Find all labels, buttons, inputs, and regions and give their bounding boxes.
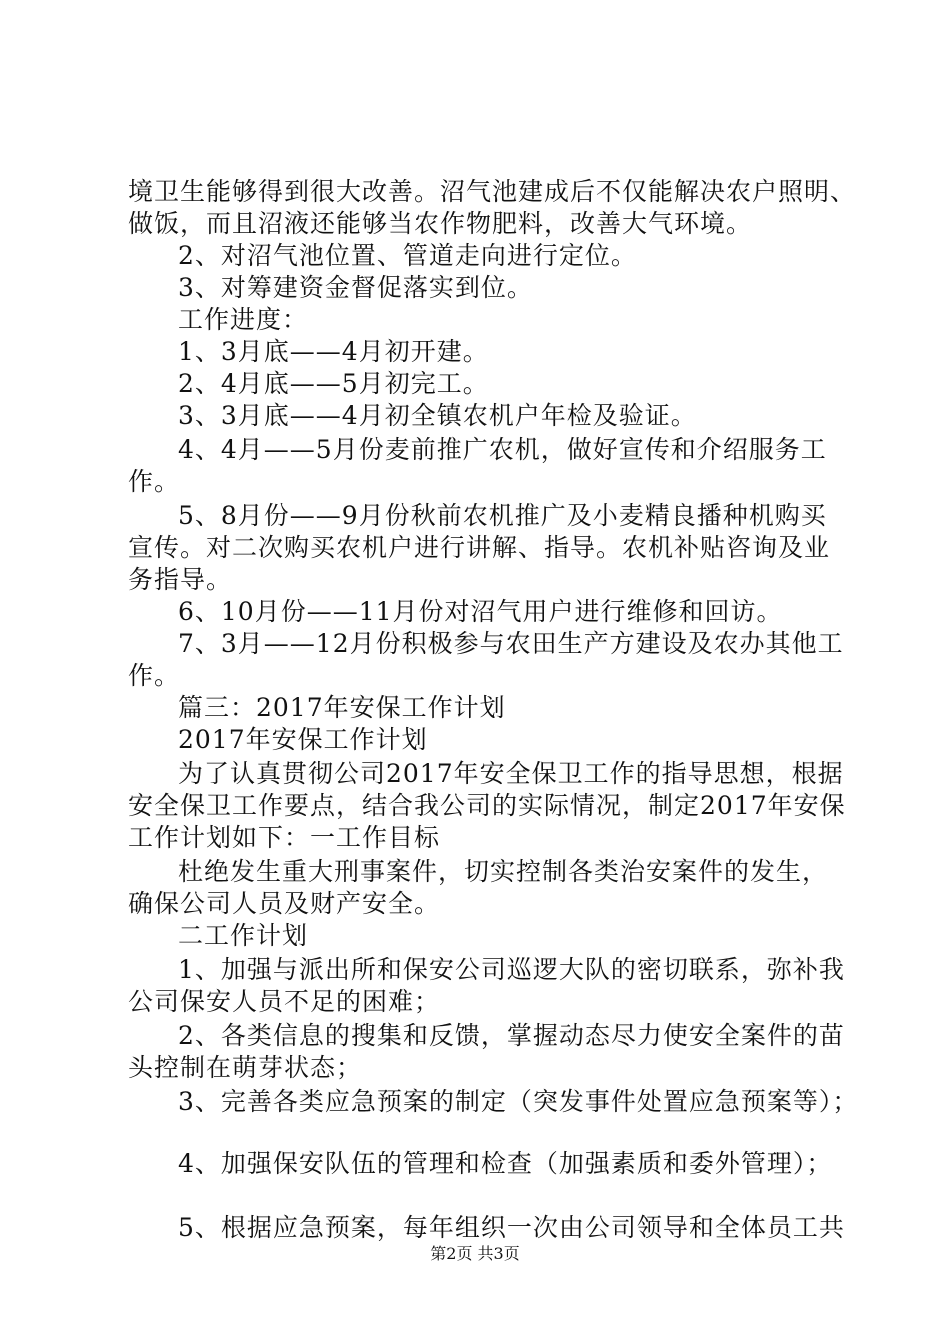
section-heading: 篇三：2017年安保工作计划 — [178, 693, 506, 722]
text-line: 公司保安人员不足的困难； — [128, 987, 441, 1016]
text-line: 3、3月底——4月初全镇农机户年检及验证。 — [178, 401, 697, 430]
text-line: 作。 — [128, 467, 181, 496]
text-line: 工作计划如下：一工作目标 — [128, 823, 441, 852]
page-footer: 第2页 共3页 — [430, 1244, 520, 1263]
text-line: 安全保卫工作要点，结合我公司的实际情况，制定2017年安保 — [128, 791, 846, 820]
text-line: 6、10月份——11月份对沼气用户进行维修和回访。 — [178, 597, 783, 626]
text-line: 2、对沼气池位置、管道走向进行定位。 — [178, 241, 637, 270]
text-line: 3、完善各类应急预案的制定（突发事件处置应急预案等）； — [178, 1087, 859, 1116]
text-line: 宣传。对二次购买农机户进行讲解、指导。农机补贴咨询及业 — [128, 533, 831, 562]
text-line: 5、根据应急预案，每年组织一次由公司领导和全体员工共 — [178, 1213, 845, 1242]
section-title: 2017年安保工作计划 — [178, 725, 428, 754]
text-line: 作。 — [128, 661, 181, 690]
section-heading: 工作进度： — [178, 305, 309, 334]
text-line: 1、3月底——4月初开建。 — [178, 337, 489, 366]
text-line: 4、加强保安队伍的管理和检查（加强素质和委外管理）； — [178, 1149, 833, 1178]
text-line: 2、4月底——5月初完工。 — [178, 369, 489, 398]
text-line: 境卫生能够得到很大改善。沼气池建成后不仅能解决农户照明、 — [128, 177, 857, 206]
section-heading: 二工作计划 — [178, 921, 309, 950]
text-line: 杜绝发生重大刑事案件，切实控制各类治安案件的发生， — [178, 857, 829, 886]
text-line: 3、对筹建资金督促落实到位。 — [178, 273, 533, 302]
text-line: 2、各类信息的搜集和反馈，掌握动态尽力使安全案件的苗 — [178, 1021, 845, 1050]
text-line: 4、4月——5月份麦前推广农机，做好宣传和介绍服务工 — [178, 435, 827, 464]
text-line: 头控制在萌芽状态； — [128, 1053, 363, 1082]
text-line: 1、加强与派出所和保安公司巡逻大队的密切联系，弥补我 — [178, 955, 845, 984]
text-line: 务指导。 — [128, 565, 233, 594]
text-line: 5、8月份——9月份秋前农机推广及小麦精良播种机购买 — [178, 501, 827, 530]
text-line: 确保公司人员及财产安全。 — [128, 889, 441, 918]
text-line: 做饭，而且沼液还能够当农作物肥料，改善大气环境。 — [128, 209, 753, 238]
text-line: 7、3月——12月份积极参与农田生产方建设及农办其他工 — [178, 629, 844, 658]
text-line: 为了认真贯彻公司2017年安全保卫工作的指导思想，根据 — [178, 759, 844, 788]
